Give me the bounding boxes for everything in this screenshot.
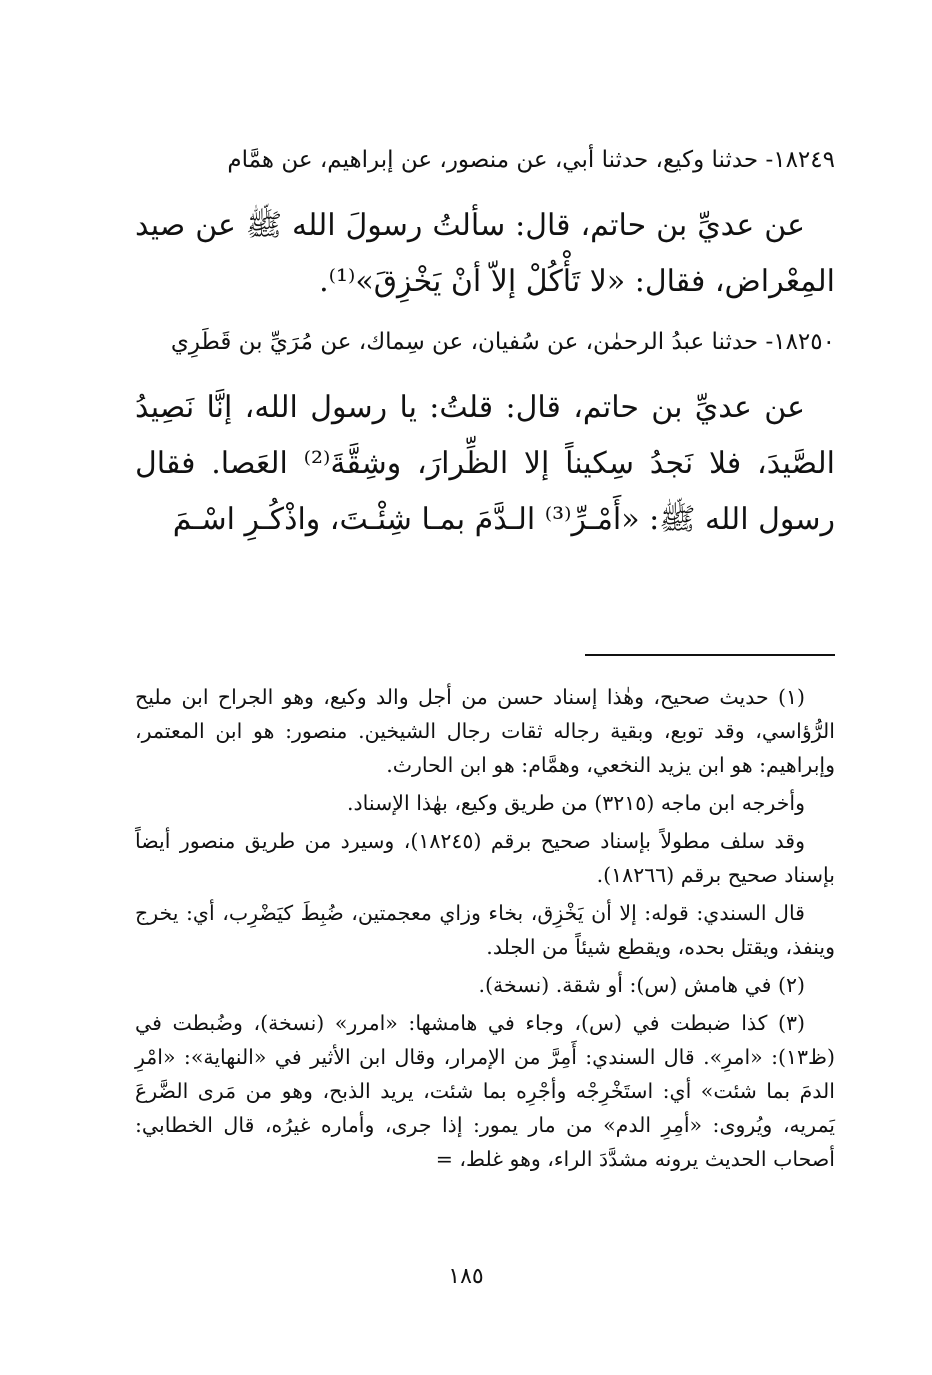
hadith-chain: ١٨٢٥٠- حدثنا عبدُ الرحمٰن، عن سُفيان، عن سِماك، عن مُرَيِّ بن قَطَرِي — [170, 329, 835, 355]
footnote: قال السندي: قوله: إلا أن يَخْزِق، بخاء وزاي معجمتين، ضُبِطَ كيَضْرِب، أي: يخرج وينفذ، ويقتل بحده، ويقطع شيئاً من الجلد. — [135, 901, 835, 959]
footnote: وأخرجه ابن ماجه (٣٢١٥) من طريق وكيع، بهٰذا الإسناد. — [347, 791, 805, 815]
footnote: (٢) في هامش (س): أو شقة. (نسخة). — [478, 973, 805, 997]
footnotes — [135, 680, 835, 1180]
footnote: (١) حديث صحيح، وهٰذا إسناد حسن من أجل والد وكيع، وهو الجراح ابن مليح الرُّؤاسي، وقد توبع، وبقية رجاله ثقات رجال الشيخين. منصور: هو ابن المعتمر، وإبراهيم: هو ابن يزيد النخعي، وهمَّام: هو ابن الحارث. — [135, 685, 835, 777]
hadith-chain: ١٨٢٤٩- حدثنا وكيع، حدثنا أبي، عن منصور، عن إبراهيم، عن همَّام — [227, 147, 835, 173]
footnote: وقد سلف مطولاً بإسناد صحيح برقم (١٨٢٤٥)، وسيرد من طريق منصور أيضاً بإسناد صحيح برقم (١٨٢٦٦). — [135, 829, 835, 887]
main-text — [135, 140, 835, 560]
footnote-separator — [585, 654, 835, 656]
page-number: ١٨٥ — [448, 1264, 484, 1289]
footnote: (٣) كذا ضبطت في (س)، وجاء في هامشها: «امرر» (نسخة)، وضُبطت في (ظ١٣): «امرِ». قال السندي: أَمِرَّ من الإمرار، وقال ابن الأثير في «النهاية»: «امْرِ الدمَ بما شئت» أي: استَخْرِجْه وأجْرِه بما شئت، يريد الذبح، وهو من مَرى الضَّرعَ يَمريه، ويُروى: «أمِرِ الدم» من مار يمور: إذا جرى، وأماره غيرُه، قال الخطابي: أصحاب الحديث يرونه مشدَّدَ الراء، وهو غلط، = — [135, 1011, 835, 1171]
hadith-text: عن عديِّ بن حاتم، قال: قلتُ: يا رسول الله، إنَّا نَصِيدُ الصَّيدَ، فلا نَجدُ سِكيناً إلا الظِّرارَ، وشِقَّةَ⁽²⁾ العَصا. فقال رسول الله ﷺ: «أَمْـرِّ⁽³⁾ الـدَّمَ بمـا شِئْـتَ، واذْكُـرِ اسْـمَ — [135, 390, 835, 537]
hadith-text: عن عديِّ بن حاتم، قال: سألتُ رسولَ الله ﷺ عن صيد المِعْراض، فقال: «لا تَأْكُلْ إلاّ أنْ يَخْزِقَ»⁽¹⁾. — [135, 208, 835, 299]
